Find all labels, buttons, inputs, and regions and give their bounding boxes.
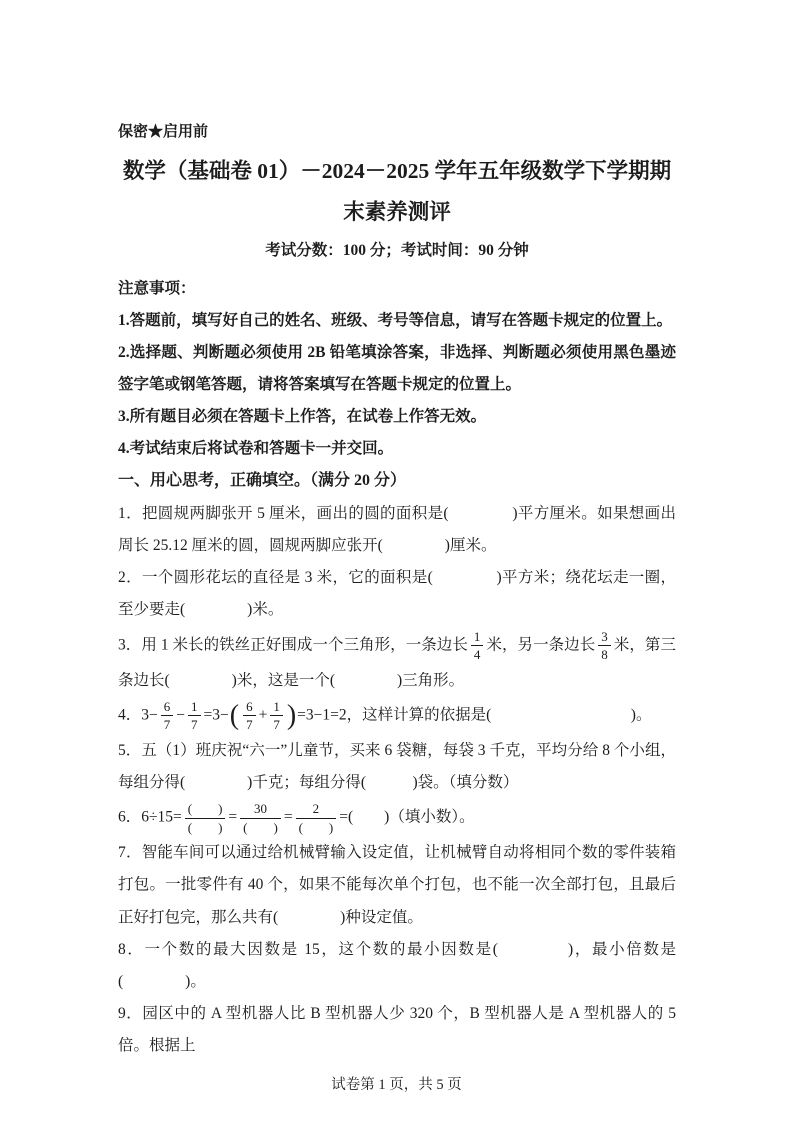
- secrecy-notice: 保密★启用前: [118, 124, 209, 140]
- notes-section: [118, 273, 676, 465]
- equals-sign: =: [339, 808, 349, 826]
- question-2: 2．一个圆形花坛的直径是 3 米，它的面积是( )平方米；绕花坛走一圈，至少要走( )米。: [118, 569, 676, 619]
- exam-title-line1: 数学（基础卷 01）－2024－2025 学年五年级数学下学期期: [122, 159, 672, 183]
- notes-heading: 注意事项：: [118, 279, 196, 297]
- question-6-text: ( )（填小数）。: [348, 808, 475, 826]
- note-item: 3.所有题目必须在答题卡上作答，在试卷上作答无效。: [118, 408, 487, 426]
- question-8: 8．一个数的最大因数是 15，这个数的最小因数是( )，最小倍数是( )。: [118, 940, 676, 990]
- section-heading: 一、用心思考，正确填空。（满分 20 分）: [118, 472, 407, 490]
- question-4: [118, 697, 676, 735]
- equals-sign: =: [228, 808, 238, 826]
- fraction: $\frac{1}{7}$: [270, 699, 283, 733]
- fraction: $\frac{( )}{( )}$: [185, 801, 226, 835]
- fraction: $\frac{1}{7}$: [188, 699, 201, 733]
- question-4-text: 4．3−: [118, 706, 158, 724]
- minus-operator: −: [176, 706, 185, 724]
- equals-sign: =: [283, 808, 293, 826]
- question-6: [118, 799, 676, 837]
- note-item: 1.答题前，填写好自己的姓名、班级、考号等信息，请写在答题卡规定的位置上。: [118, 312, 673, 330]
- fraction: $\frac{6}{7}$: [161, 699, 174, 733]
- question-4-text: =3−: [203, 706, 229, 724]
- question-1: 1．把圆规两脚张开 5 厘米，画出的圆的面积是( )平方厘米。如果想画出周长 25.12 厘米的圆，圆规两脚应张开( )厘米。: [118, 505, 676, 555]
- page-footer: [0, 1073, 793, 1094]
- question-6-text: 6．6÷15=: [118, 808, 182, 826]
- question-3: [118, 627, 676, 697]
- fraction: $\frac{1}{4}$: [471, 629, 484, 663]
- right-paren: ): [286, 699, 297, 731]
- question-3-text: 米，第三条边长( )米，这是一个( )三角形。: [118, 636, 676, 689]
- note-item: 4.考试结束后将试卷和答题卡一并交回。: [118, 440, 394, 458]
- left-paren: (: [229, 699, 240, 731]
- page-number: 试卷第 1 页，共 5 页: [331, 1077, 462, 1093]
- exam-info: 考试分数：100 分；考试时间：90 分钟: [265, 241, 529, 259]
- plus-operator: +: [258, 706, 268, 724]
- question-9: 9．园区中的 A 型机器人比 B 型机器人少 320 个，B 型机器人是 A 型机器人的 5 倍。根据上: [118, 1004, 676, 1054]
- fraction: $\frac{6}{7}$: [243, 699, 256, 733]
- exam-title: [118, 151, 676, 234]
- question-4-text: =3−1=2，这样计算的依据是( )。: [297, 706, 652, 724]
- question-3-text: 米，另一条边长: [486, 636, 596, 654]
- fraction: $\frac{30}{( )}$: [240, 801, 281, 835]
- question-5: 5．五（1）班庆祝“六一”儿童节，买来 6 袋糖，每袋 3 千克，平均分给 8 个小组，每组分得( )千克；每组分得( )袋。（填分数）: [118, 742, 676, 792]
- note-item: 2.选择题、判断题必须使用 2B 铅笔填涂答案，非选择、判断题必须使用黑色墨迹签字笔或钢笔答题，请将答案填写在答题卡规定的位置上。: [118, 344, 676, 394]
- fraction: $\frac{2}{( )}$: [296, 801, 337, 835]
- fraction: $\frac{3}{8}$: [598, 629, 611, 663]
- question-3-text: 3．用 1 米长的铁丝正好围成一个三角形，一条边长: [118, 636, 468, 654]
- question-7: 7．智能车间可以通过给机械臂输入设定值，让机械臂自动将相同个数的零件装箱打包。一批零件有 40 个，如果不能每次单个打包，也不能一次全部打包，且最后正好打包完，那么共有( )种设定值。: [118, 844, 676, 926]
- exam-title-line2: 末素养测评: [343, 200, 451, 225]
